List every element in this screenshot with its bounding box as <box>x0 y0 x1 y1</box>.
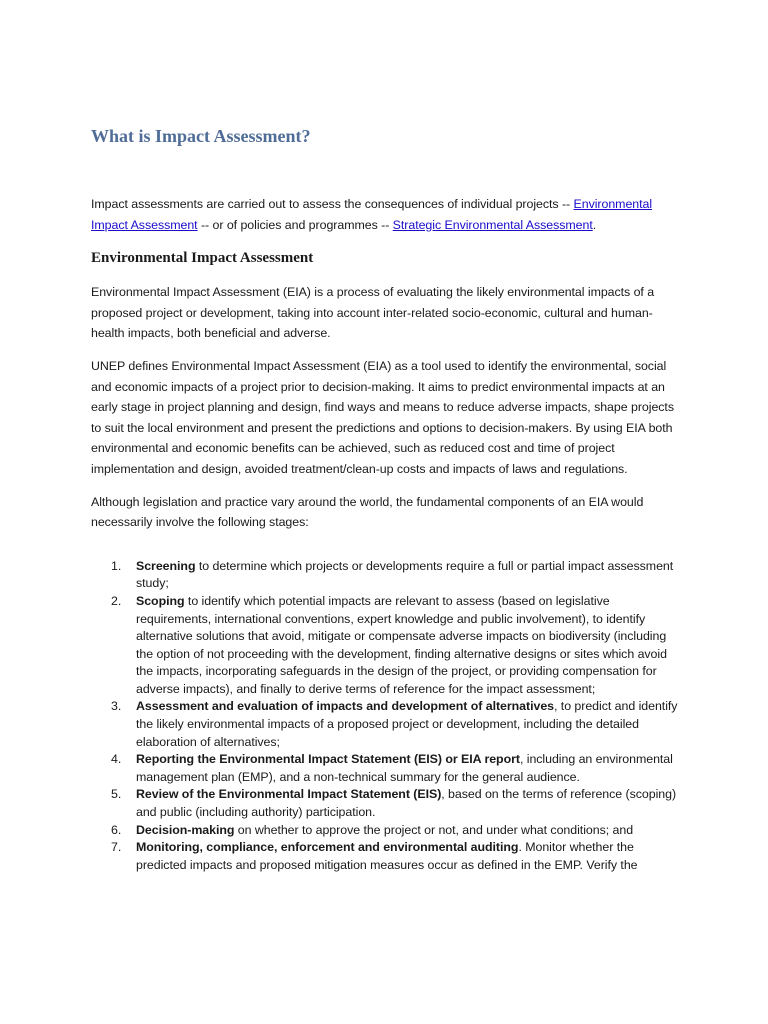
list-item-text: on whether to approve the project or not, and under what conditions; and <box>234 822 634 837</box>
list-item <box>91 751 683 786</box>
list-item <box>91 839 683 874</box>
stages-list <box>91 558 683 875</box>
list-item-number: 3. <box>111 699 122 714</box>
intro-text-3: . <box>592 217 597 232</box>
sea-link[interactable]: Strategic Environmental Assessment <box>392 217 593 232</box>
eia-definition-paragraph: Environmental Impact Assessment (EIA) is a process of evaluating the likely environmental impacts of a proposed project or development, taking into account inter-related socio-economic, cultural and human-health impacts, both beneficial and adverse. <box>91 285 655 341</box>
eia-link[interactable]: Environmental Impact Assessment <box>91 197 653 232</box>
list-item-term: Monitoring, compliance, enforcement and environmental auditing <box>136 840 519 855</box>
list-item <box>91 593 683 699</box>
list-item-term: Decision-making <box>136 822 235 837</box>
list-item-term: Assessment and evaluation of impacts and development of alternatives <box>136 699 555 714</box>
stages-intro-paragraph: Although legislation and practice vary around the world, the fundamental components of an EIA would necessarily involve the following stages: <box>91 494 644 530</box>
list-item-text: , based on the terms of reference (scoping) and public (including authority) participation. <box>136 787 677 820</box>
list-item-number: 4. <box>111 752 122 767</box>
list-item <box>91 786 683 821</box>
list-item <box>91 822 683 840</box>
page-title: What is Impact Assessment? <box>91 126 311 146</box>
unep-definition-paragraph: UNEP defines Environmental Impact Assessment (EIA) as a tool used to identify the environmental, social and economic impacts of a project prior to decision-making. It aims to predict environmental impacts at an early stage in project planning and design, find ways and means to reduce adverse impacts, shape projects to suit the local environment and present the predictions and options to decision-makers. By using EIA both environmental and economic benefits can be achieved, such as reduced cost and time of project implementation and design, avoided treatment/clean-up costs and impacts of laws and regulations. <box>91 358 674 476</box>
list-item-number: 2. <box>111 593 122 608</box>
list-item-number: 1. <box>111 558 122 573</box>
list-item-term: Scoping <box>136 593 185 608</box>
list-item-text: , including an environmental management plan (EMP), and a non-technical summary for the general audience. <box>136 752 673 784</box>
list-item-number: 6. <box>111 822 122 837</box>
list-item-text: to identify which potential impacts are relevant to assess (based on legislative requirements, international conventions, expert knowledge and public involvement), to identify alternative solutions that avoid, mitigate or compensate adverse impacts on biodiversity (including the option of not proceeding with the development, finding alternative designs or sites which avoid the impacts, incorporating safeguards in the design of the project, or providing compensation for adverse impacts), and finally to derive terms of reference for the impact assessment; <box>136 593 667 696</box>
intro-text-2: -- or of policies and programmes -- <box>197 217 393 232</box>
intro-paragraph <box>91 194 683 235</box>
list-item-term: Review of the Environmental Impact Statement (EIS) <box>136 787 442 802</box>
document-content <box>91 124 683 874</box>
list-item <box>91 558 683 593</box>
intro-text-1: Impact assessments are carried out to assess the consequences of individual projects -- <box>91 197 574 211</box>
list-item-text: to determine which projects or developments require a full or partial impact assessment study; <box>136 558 674 591</box>
list-item-number: 5. <box>111 787 122 802</box>
section-heading: Environmental Impact Assessment <box>91 250 314 267</box>
list-item-term: Reporting the Environmental Impact Statement (EIS) or EIA report <box>136 752 520 767</box>
list-item-text: , to predict and identify the likely environmental impacts of a proposed project or development, including the detailed elaboration of alternatives; <box>136 699 678 749</box>
list-item-text: . Monitor whether the predicted impacts and proposed mitigation measures occur as defined in the EMP. Verify the <box>136 840 638 872</box>
list-item <box>91 698 683 751</box>
list-item-number: 7. <box>111 840 122 855</box>
list-item-term: Screening <box>136 558 196 573</box>
